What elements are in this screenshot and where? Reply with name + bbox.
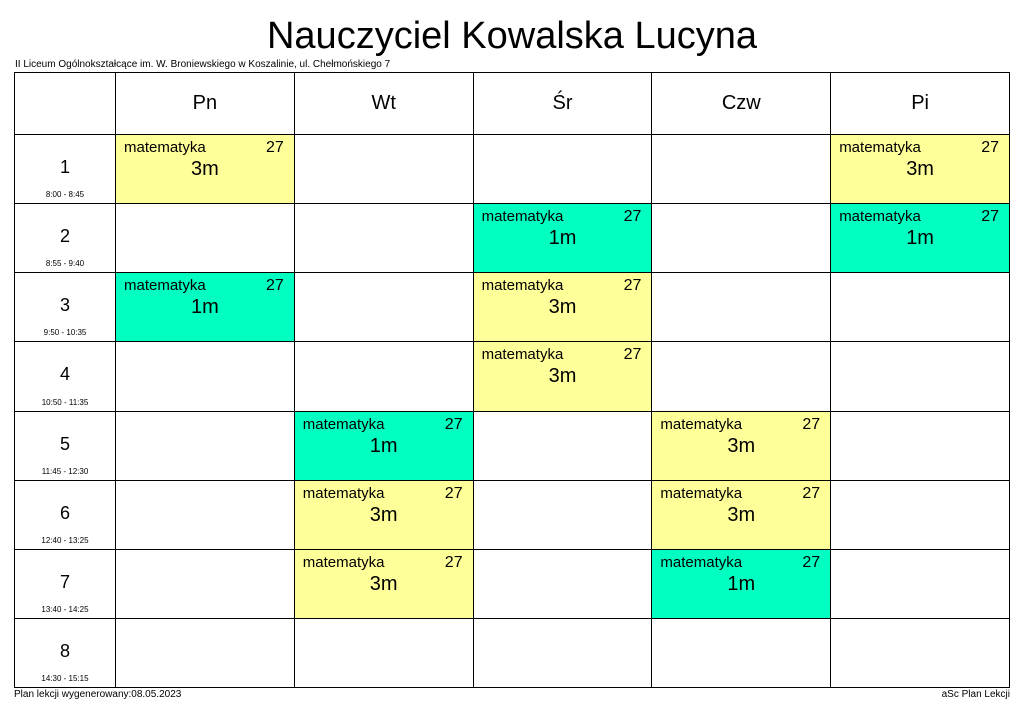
timetable-cell xyxy=(116,480,295,549)
lesson-class: 1m xyxy=(906,227,934,250)
timetable-cell xyxy=(116,411,295,480)
timetable-cell xyxy=(831,549,1010,618)
lesson-class: 1m xyxy=(548,227,577,250)
timetable-body xyxy=(15,135,1010,688)
lesson-subject: matematyka xyxy=(481,208,564,226)
period-label xyxy=(15,204,115,272)
lesson-card[interactable] xyxy=(474,273,652,341)
lesson-subject: matematyka xyxy=(660,484,743,502)
lesson-subject: matematyka xyxy=(124,139,206,156)
period-label xyxy=(15,135,115,203)
timetable-cell xyxy=(473,204,652,273)
lesson-room: 27 xyxy=(802,484,821,502)
timetable-header-row xyxy=(15,73,1010,135)
period-cell xyxy=(15,273,116,342)
timetable-cell xyxy=(652,618,831,687)
page-title: Nauczyciel Kowalska Lucyna xyxy=(266,15,757,57)
timetable-grid xyxy=(14,72,1010,688)
timetable-cell xyxy=(831,204,1010,273)
lesson-class: 3m xyxy=(727,503,756,526)
period-number: 7 xyxy=(59,571,70,592)
period-time: 11:45 - 12:30 xyxy=(41,466,89,476)
period-number: 3 xyxy=(59,295,70,316)
period-number: 4 xyxy=(59,364,70,385)
timetable-cell xyxy=(473,342,652,411)
lesson-room: 27 xyxy=(981,139,999,156)
period-time: 14:30 - 15:15 xyxy=(41,674,89,683)
period-row xyxy=(15,135,1010,204)
timetable-cell xyxy=(831,342,1010,411)
timetable-cell xyxy=(116,342,295,411)
period-cell xyxy=(15,618,116,687)
day-header-wed: Śr xyxy=(473,73,652,135)
lesson-class: 3m xyxy=(727,434,756,457)
timetable-cell xyxy=(831,135,1010,204)
lesson-class: 1m xyxy=(191,296,219,319)
lesson-room: 27 xyxy=(266,139,284,156)
period-label xyxy=(15,412,115,480)
timetable-cell xyxy=(473,273,652,342)
lesson-class: 3m xyxy=(548,365,577,388)
period-time: 12:40 - 13:25 xyxy=(41,535,89,545)
generated-date: Plan lekcji wygenerowany:08.05.2023 xyxy=(14,689,182,700)
lesson-subject: matematyka xyxy=(660,553,743,571)
timetable-cell xyxy=(116,273,295,342)
timetable-cell xyxy=(294,204,473,273)
period-time: 8:00 - 8:45 xyxy=(45,190,85,200)
lesson-class: 3m xyxy=(191,158,219,180)
period-number: 8 xyxy=(59,640,70,661)
lesson-room: 27 xyxy=(623,277,642,295)
timetable-cell xyxy=(116,618,295,687)
lesson-subject: matematyka xyxy=(481,277,564,295)
period-label xyxy=(15,481,115,549)
lesson-room: 27 xyxy=(623,208,642,226)
corner-cell xyxy=(15,73,116,135)
lesson-room: 27 xyxy=(266,277,284,295)
app-credit: aSc Plan Lekcji xyxy=(941,689,1010,700)
lesson-class: 1m xyxy=(369,434,398,457)
lesson-class: 3m xyxy=(906,158,934,180)
period-row xyxy=(15,273,1010,342)
timetable-cell xyxy=(473,411,652,480)
lesson-card[interactable] xyxy=(831,135,1009,203)
lesson-room: 27 xyxy=(802,553,821,571)
lesson-card[interactable] xyxy=(295,550,473,618)
period-row xyxy=(15,480,1010,549)
day-header-thu: Czw xyxy=(652,73,831,135)
timetable-cell xyxy=(294,549,473,618)
lesson-card[interactable] xyxy=(652,412,830,480)
timetable-cell xyxy=(652,204,831,273)
school-subtitle: II Liceum Ogólnokształcące im. W. Broniewskiego w Koszalinie, ul. Chełmońskiego 7 xyxy=(15,59,391,70)
period-time: 8:55 - 9:40 xyxy=(45,259,85,269)
timetable-cell xyxy=(652,480,831,549)
lesson-subject: matematyka xyxy=(124,277,206,295)
day-header-fri: Pi xyxy=(831,73,1010,135)
timetable-cell xyxy=(473,618,652,687)
lesson-card[interactable] xyxy=(831,204,1009,272)
timetable-cell xyxy=(652,411,831,480)
lesson-class: 3m xyxy=(369,503,398,526)
lesson-subject: matematyka xyxy=(302,553,385,571)
timetable-cell xyxy=(473,549,652,618)
timetable-cell xyxy=(294,342,473,411)
period-cell xyxy=(15,549,116,618)
lesson-subject: matematyka xyxy=(481,346,564,364)
period-row xyxy=(15,342,1010,411)
timetable-cell xyxy=(831,480,1010,549)
lesson-subject: matematyka xyxy=(839,208,921,226)
period-row xyxy=(15,549,1010,618)
period-cell xyxy=(15,135,116,204)
lesson-room: 27 xyxy=(444,415,463,433)
lesson-subject: matematyka xyxy=(660,415,743,433)
period-number: 5 xyxy=(59,433,70,454)
period-row xyxy=(15,618,1010,687)
timetable-cell xyxy=(294,273,473,342)
lesson-card[interactable] xyxy=(116,273,294,341)
timetable-cell xyxy=(294,411,473,480)
period-cell xyxy=(15,411,116,480)
timetable-cell xyxy=(294,618,473,687)
lesson-class: 1m xyxy=(727,572,756,595)
lesson-room: 27 xyxy=(623,346,642,364)
lesson-card[interactable] xyxy=(295,481,473,549)
period-label xyxy=(15,550,115,618)
period-label xyxy=(15,273,115,341)
lesson-class: 3m xyxy=(548,296,577,319)
lesson-card[interactable] xyxy=(295,412,473,480)
period-number: 2 xyxy=(59,226,70,247)
lesson-room: 27 xyxy=(981,208,999,226)
timetable-cell xyxy=(116,135,295,204)
period-row xyxy=(15,204,1010,273)
lesson-card[interactable] xyxy=(652,550,830,618)
lesson-subject: matematyka xyxy=(302,484,385,502)
lesson-subject: matematyka xyxy=(839,139,921,156)
period-number: 1 xyxy=(59,157,70,177)
period-time: 9:50 - 10:35 xyxy=(43,328,87,338)
timetable-cell xyxy=(652,135,831,204)
timetable-cell xyxy=(831,273,1010,342)
timetable-cell xyxy=(831,411,1010,480)
lesson-card[interactable] xyxy=(652,481,830,549)
period-time: 10:50 - 11:35 xyxy=(41,397,89,407)
timetable-cell xyxy=(473,480,652,549)
period-cell xyxy=(15,480,116,549)
lesson-room: 27 xyxy=(444,553,463,571)
timetable-cell xyxy=(652,342,831,411)
timetable-cell xyxy=(116,204,295,273)
period-label xyxy=(15,342,115,410)
timetable-cell xyxy=(294,480,473,549)
lesson-subject: matematyka xyxy=(302,415,385,433)
day-header-mon: Pn xyxy=(116,73,295,135)
lesson-card[interactable] xyxy=(474,204,652,272)
period-number: 6 xyxy=(59,502,70,523)
timetable-cell xyxy=(294,135,473,204)
lesson-card[interactable] xyxy=(474,342,652,410)
timetable-cell xyxy=(473,135,652,204)
period-row xyxy=(15,411,1010,480)
timetable-cell xyxy=(116,549,295,618)
lesson-class: 3m xyxy=(369,572,398,595)
period-time: 13:40 - 14:25 xyxy=(41,604,89,614)
day-header-tue: Wt xyxy=(294,73,473,135)
timetable-cell xyxy=(652,273,831,342)
period-cell xyxy=(15,342,116,411)
lesson-room: 27 xyxy=(444,484,463,502)
lesson-room: 27 xyxy=(802,415,821,433)
timetable-cell xyxy=(831,618,1010,687)
period-cell xyxy=(15,204,116,273)
period-label xyxy=(15,619,115,687)
timetable-cell xyxy=(652,549,831,618)
lesson-card[interactable] xyxy=(116,135,294,203)
